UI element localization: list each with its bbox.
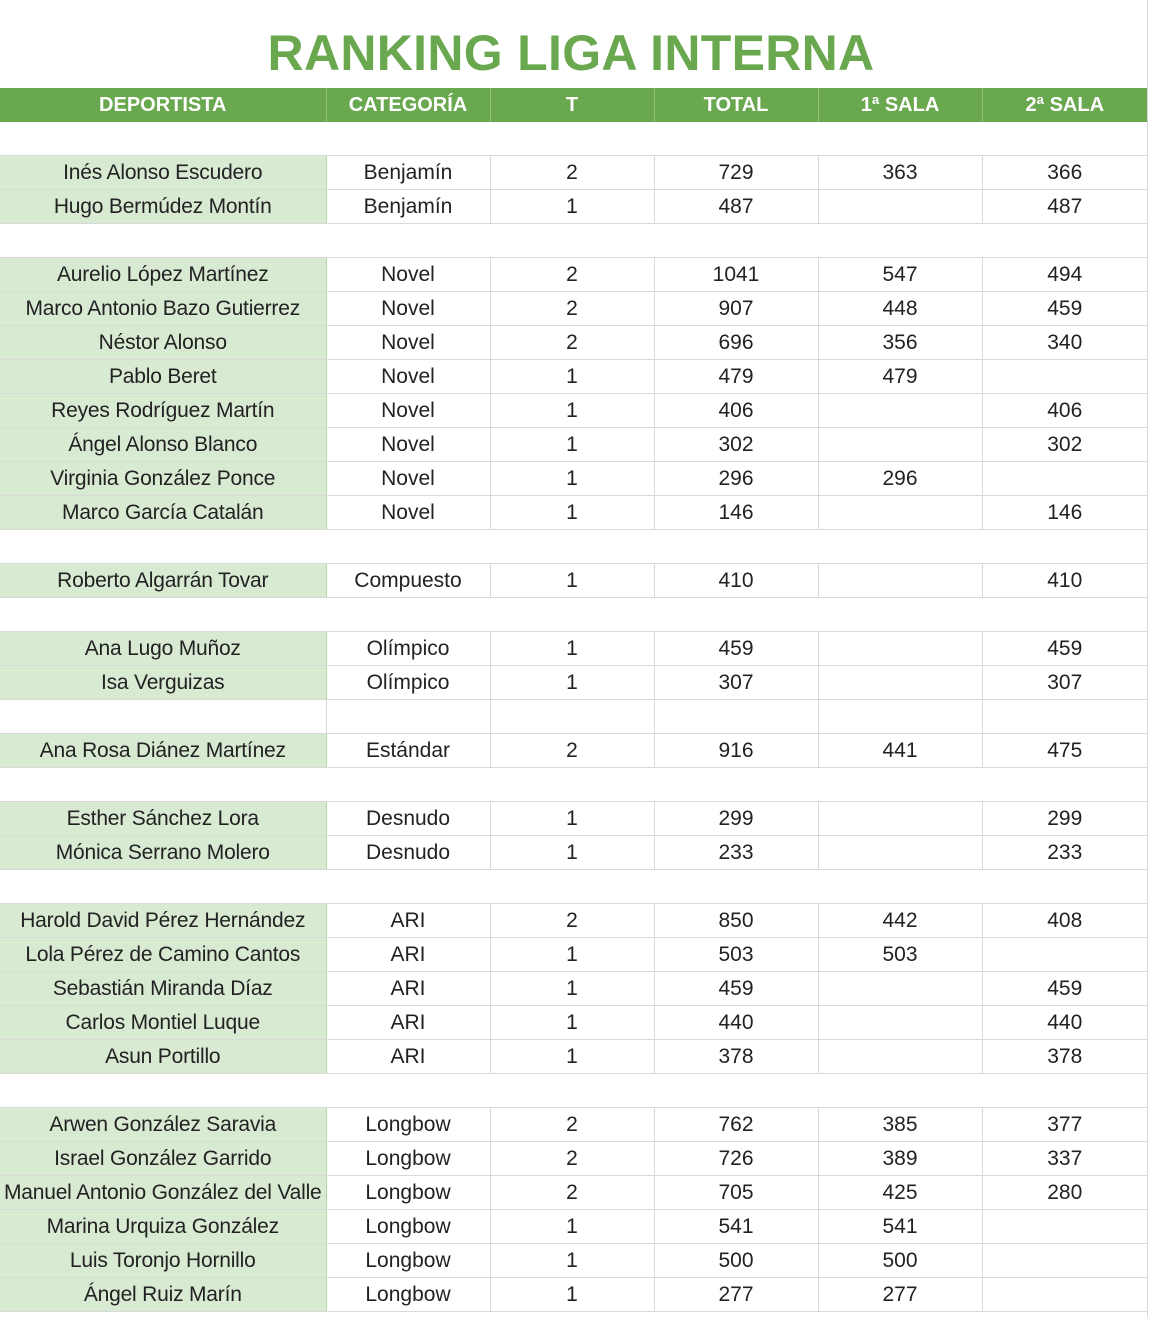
empty-cell[interactable] [982,122,1147,156]
empty-cell[interactable] [0,700,326,734]
total-cell[interactable]: 726 [654,1142,818,1176]
athlete-name-cell[interactable]: Arwen González Saravia [0,1108,326,1142]
sala-1-cell[interactable] [818,836,982,870]
empty-cell[interactable] [818,224,982,258]
category-cell[interactable]: Compuesto [326,564,490,598]
sala-1-cell[interactable]: 479 [818,360,982,394]
athlete-name-cell[interactable]: Esther Sánchez Lora [0,802,326,836]
table-row [0,292,1147,326]
total-cell[interactable]: 440 [654,1006,818,1040]
empty-cell[interactable] [654,122,818,156]
athlete-name-cell[interactable]: Aurelio López Martínez [0,258,326,292]
rounds-cell[interactable]: 1 [490,666,654,700]
athlete-name-cell[interactable]: Carlos Montiel Luque [0,1006,326,1040]
empty-cell[interactable] [654,598,818,632]
sala-2-cell[interactable] [982,462,1147,496]
sala-2-cell[interactable]: 146 [982,496,1147,530]
total-cell[interactable]: 916 [654,734,818,768]
rounds-cell[interactable]: 2 [490,1108,654,1142]
empty-cell[interactable] [818,1074,982,1108]
sala-2-cell[interactable] [982,938,1147,972]
empty-cell[interactable] [654,768,818,802]
empty-cell[interactable] [0,1074,326,1108]
athlete-name-cell[interactable]: Israel González Garrido [0,1142,326,1176]
sala-2-cell[interactable]: 378 [982,1040,1147,1074]
total-cell[interactable]: 1041 [654,258,818,292]
athlete-name-cell[interactable]: Manuel Antonio González del Valle [0,1176,326,1210]
total-cell[interactable]: 410 [654,564,818,598]
athlete-name-cell[interactable]: Ángel Ruiz Marín [0,1278,326,1312]
empty-cell[interactable] [818,870,982,904]
sala-2-cell[interactable]: 459 [982,632,1147,666]
athlete-name-cell[interactable]: Harold David Pérez Hernández [0,904,326,938]
empty-cell[interactable] [490,768,654,802]
sala-1-cell[interactable]: 503 [818,938,982,972]
total-cell[interactable]: 307 [654,666,818,700]
total-cell[interactable]: 541 [654,1210,818,1244]
sala-1-cell[interactable]: 448 [818,292,982,326]
empty-cell[interactable] [0,768,326,802]
total-cell[interactable]: 907 [654,292,818,326]
group-separator-row [0,700,1147,734]
table-row [0,904,1147,938]
group-separator-row [0,530,1147,564]
total-cell[interactable]: 500 [654,1244,818,1278]
total-cell[interactable]: 459 [654,632,818,666]
table-row [0,1278,1147,1312]
empty-cell[interactable] [818,700,982,734]
empty-cell[interactable] [490,530,654,564]
rounds-cell[interactable]: 1 [490,1040,654,1074]
rounds-cell[interactable]: 1 [490,394,654,428]
athlete-name-cell[interactable]: Isa Verguizas [0,666,326,700]
empty-cell[interactable] [326,1074,490,1108]
rounds-cell[interactable]: 2 [490,1142,654,1176]
category-cell[interactable]: ARI [326,1040,490,1074]
empty-cell[interactable] [818,598,982,632]
category-cell[interactable]: ARI [326,904,490,938]
total-cell[interactable]: 233 [654,836,818,870]
empty-cell[interactable] [654,224,818,258]
empty-cell[interactable] [490,700,654,734]
rounds-cell[interactable]: 1 [490,462,654,496]
sheet-edge-line [1147,0,1148,1317]
empty-cell[interactable] [0,122,326,156]
group-separator-row [0,224,1147,258]
sala-2-cell[interactable]: 494 [982,258,1147,292]
sala-2-cell[interactable] [982,360,1147,394]
empty-cell[interactable] [490,598,654,632]
sala-1-cell[interactable]: 442 [818,904,982,938]
table-row [0,734,1147,768]
rounds-cell[interactable]: 1 [490,1244,654,1278]
empty-cell[interactable] [818,768,982,802]
total-cell[interactable]: 479 [654,360,818,394]
category-cell[interactable]: Novel [326,292,490,326]
rounds-cell[interactable]: 1 [490,428,654,462]
sala-1-cell[interactable] [818,428,982,462]
athlete-name-cell[interactable]: Virginia González Ponce [0,462,326,496]
empty-cell[interactable] [982,598,1147,632]
empty-cell[interactable] [982,530,1147,564]
category-cell[interactable]: Longbow [326,1108,490,1142]
athlete-name-cell[interactable]: Marco Antonio Bazo Gutierrez [0,292,326,326]
rounds-cell[interactable]: 1 [490,938,654,972]
total-cell[interactable]: 302 [654,428,818,462]
rounds-cell[interactable]: 1 [490,632,654,666]
total-cell[interactable]: 850 [654,904,818,938]
total-cell[interactable]: 299 [654,802,818,836]
category-cell[interactable]: Desnudo [326,836,490,870]
sala-1-cell[interactable]: 500 [818,1244,982,1278]
total-cell[interactable]: 762 [654,1108,818,1142]
sala-1-cell[interactable]: 541 [818,1210,982,1244]
column-header-categoria[interactable]: CATEGORÍA [326,88,490,122]
sala-2-cell[interactable]: 302 [982,428,1147,462]
empty-cell[interactable] [490,224,654,258]
total-cell[interactable]: 277 [654,1278,818,1312]
category-cell[interactable]: Novel [326,326,490,360]
column-header-sala-1[interactable]: 1ª SALA [818,88,982,122]
sala-1-cell[interactable] [818,666,982,700]
table-row [0,190,1147,224]
header-row [0,88,1147,122]
category-cell[interactable]: Longbow [326,1142,490,1176]
category-cell[interactable]: Novel [326,462,490,496]
rounds-cell[interactable]: 2 [490,326,654,360]
sala-2-cell[interactable]: 440 [982,1006,1147,1040]
category-cell[interactable]: Benjamín [326,156,490,190]
table-row [0,394,1147,428]
total-cell[interactable]: 487 [654,190,818,224]
empty-cell[interactable] [654,530,818,564]
empty-cell[interactable] [326,598,490,632]
athlete-name-cell[interactable]: Néstor Alonso [0,326,326,360]
sala-1-cell[interactable] [818,632,982,666]
table-row [0,1176,1147,1210]
empty-cell[interactable] [0,598,326,632]
table-row [0,326,1147,360]
page-title: RANKING LIGA INTERNA [267,25,875,81]
sala-1-cell[interactable] [818,1040,982,1074]
table-row [0,836,1147,870]
table-row [0,428,1147,462]
sala-1-cell[interactable]: 385 [818,1108,982,1142]
sala-1-cell[interactable]: 425 [818,1176,982,1210]
total-cell[interactable]: 146 [654,496,818,530]
category-cell[interactable]: Longbow [326,1210,490,1244]
rounds-cell[interactable]: 2 [490,258,654,292]
athlete-name-cell[interactable]: Mónica Serrano Molero [0,836,326,870]
sala-1-cell[interactable]: 277 [818,1278,982,1312]
athlete-name-cell[interactable]: Luis Toronjo Hornillo [0,1244,326,1278]
category-cell[interactable]: Olímpico [326,666,490,700]
table-row [0,972,1147,1006]
athlete-name-cell[interactable]: Reyes Rodríguez Martín [0,394,326,428]
empty-cell[interactable] [982,224,1147,258]
table-row [0,496,1147,530]
sala-2-cell[interactable]: 340 [982,326,1147,360]
rounds-cell[interactable]: 1 [490,190,654,224]
total-cell[interactable]: 378 [654,1040,818,1074]
group-separator-row [0,870,1147,904]
column-header-t[interactable]: T [490,88,654,122]
category-cell[interactable]: Longbow [326,1176,490,1210]
athlete-name-cell[interactable]: Marina Urquiza González [0,1210,326,1244]
category-cell[interactable]: Novel [326,360,490,394]
table-row [0,258,1147,292]
sala-2-cell[interactable]: 337 [982,1142,1147,1176]
category-cell[interactable]: Benjamín [326,190,490,224]
empty-cell[interactable] [490,870,654,904]
empty-cell[interactable] [326,700,490,734]
table-row [0,360,1147,394]
table-row [0,462,1147,496]
rounds-cell[interactable]: 2 [490,156,654,190]
table-row [0,1006,1147,1040]
total-cell[interactable]: 705 [654,1176,818,1210]
group-separator-row [0,1074,1147,1108]
sala-1-cell[interactable]: 389 [818,1142,982,1176]
sala-1-cell[interactable]: 547 [818,258,982,292]
athlete-name-cell[interactable]: Ana Rosa Diánez Martínez [0,734,326,768]
sala-2-cell[interactable]: 377 [982,1108,1147,1142]
athlete-name-cell[interactable]: Lola Pérez de Camino Cantos [0,938,326,972]
athlete-name-cell[interactable]: Inés Alonso Escudero [0,156,326,190]
empty-cell[interactable] [818,530,982,564]
empty-cell[interactable] [654,870,818,904]
empty-cell[interactable] [982,768,1147,802]
empty-cell[interactable] [654,1074,818,1108]
category-cell[interactable]: Estándar [326,734,490,768]
total-cell[interactable]: 696 [654,326,818,360]
table-row [0,666,1147,700]
empty-cell[interactable] [818,122,982,156]
empty-cell[interactable] [326,224,490,258]
empty-cell[interactable] [490,1074,654,1108]
athlete-name-cell[interactable]: Pablo Beret [0,360,326,394]
category-cell[interactable]: Desnudo [326,802,490,836]
sala-2-cell[interactable]: 459 [982,972,1147,1006]
sala-1-cell[interactable]: 441 [818,734,982,768]
table-row [0,156,1147,190]
empty-cell[interactable] [326,122,490,156]
category-cell[interactable]: Longbow [326,1244,490,1278]
category-cell[interactable]: Novel [326,428,490,462]
category-cell[interactable]: ARI [326,938,490,972]
rounds-cell[interactable]: 1 [490,360,654,394]
empty-cell[interactable] [0,530,326,564]
athlete-name-cell[interactable]: Asun Portillo [0,1040,326,1074]
sala-2-cell[interactable]: 475 [982,734,1147,768]
empty-cell[interactable] [0,224,326,258]
sala-1-cell[interactable] [818,190,982,224]
sala-2-cell[interactable]: 366 [982,156,1147,190]
rounds-cell[interactable]: 1 [490,836,654,870]
sala-1-cell[interactable] [818,394,982,428]
rounds-cell[interactable]: 1 [490,1006,654,1040]
table-row [0,802,1147,836]
sala-2-cell[interactable]: 299 [982,802,1147,836]
sala-2-cell[interactable]: 410 [982,564,1147,598]
rounds-cell[interactable]: 1 [490,1210,654,1244]
group-separator-row [0,598,1147,632]
athlete-name-cell[interactable]: Roberto Algarrán Tovar [0,564,326,598]
empty-cell[interactable] [654,700,818,734]
sala-1-cell[interactable]: 296 [818,462,982,496]
total-cell[interactable]: 503 [654,938,818,972]
athlete-name-cell[interactable]: Sebastián Miranda Díaz [0,972,326,1006]
group-separator-row [0,768,1147,802]
sala-1-cell[interactable] [818,496,982,530]
rounds-cell[interactable]: 2 [490,292,654,326]
total-cell[interactable]: 406 [654,394,818,428]
sala-2-cell[interactable]: 487 [982,190,1147,224]
table-row [0,564,1147,598]
sala-1-cell[interactable]: 356 [818,326,982,360]
column-header-total[interactable]: TOTAL [654,88,818,122]
sala-1-cell[interactable]: 363 [818,156,982,190]
sala-1-cell[interactable] [818,564,982,598]
athlete-name-cell[interactable]: Ángel Alonso Blanco [0,428,326,462]
rounds-cell[interactable]: 1 [490,802,654,836]
athlete-name-cell[interactable]: Marco García Catalán [0,496,326,530]
group-separator-row [0,122,1147,156]
empty-cell[interactable] [982,1074,1147,1108]
category-cell[interactable]: Olímpico [326,632,490,666]
ranking-body [0,122,1147,1312]
total-cell[interactable]: 459 [654,972,818,1006]
sala-2-cell[interactable]: 280 [982,1176,1147,1210]
rounds-cell[interactable]: 2 [490,734,654,768]
sala-2-cell[interactable]: 307 [982,666,1147,700]
category-cell[interactable]: Novel [326,258,490,292]
sala-2-cell[interactable] [982,1244,1147,1278]
table-row [0,1142,1147,1176]
table-row [0,1108,1147,1142]
table-row [0,632,1147,666]
sala-2-cell[interactable]: 459 [982,292,1147,326]
table-row [0,938,1147,972]
empty-cell[interactable] [326,530,490,564]
category-cell[interactable]: Novel [326,394,490,428]
table-row [0,1244,1147,1278]
sala-2-cell[interactable]: 408 [982,904,1147,938]
sala-2-cell[interactable] [982,1278,1147,1312]
sala-2-cell[interactable] [982,1210,1147,1244]
rounds-cell[interactable]: 1 [490,564,654,598]
empty-cell[interactable] [326,870,490,904]
rounds-cell[interactable]: 1 [490,1278,654,1312]
category-cell[interactable]: Novel [326,496,490,530]
rounds-cell[interactable]: 2 [490,904,654,938]
category-cell[interactable]: Longbow [326,1278,490,1312]
total-cell[interactable]: 296 [654,462,818,496]
category-cell[interactable]: ARI [326,972,490,1006]
rounds-cell[interactable]: 1 [490,972,654,1006]
athlete-name-cell[interactable]: Hugo Bermúdez Montín [0,190,326,224]
sala-1-cell[interactable] [818,972,982,1006]
empty-cell[interactable] [490,122,654,156]
rounds-cell[interactable]: 1 [490,496,654,530]
total-cell[interactable]: 729 [654,156,818,190]
sala-2-cell[interactable]: 406 [982,394,1147,428]
empty-cell[interactable] [982,870,1147,904]
category-cell[interactable]: ARI [326,1006,490,1040]
column-header-sala-2[interactable]: 2ª SALA [982,88,1147,122]
athlete-name-cell[interactable]: Ana Lugo Muñoz [0,632,326,666]
ranking-table [0,88,1147,1312]
empty-cell[interactable] [0,870,326,904]
rounds-cell[interactable]: 2 [490,1176,654,1210]
table-row [0,1040,1147,1074]
sala-1-cell[interactable] [818,802,982,836]
empty-cell[interactable] [982,700,1147,734]
table-row [0,1210,1147,1244]
empty-cell[interactable] [326,768,490,802]
sala-2-cell[interactable]: 233 [982,836,1147,870]
column-header-deportista[interactable]: DEPORTISTA [0,88,326,122]
sala-1-cell[interactable] [818,1006,982,1040]
